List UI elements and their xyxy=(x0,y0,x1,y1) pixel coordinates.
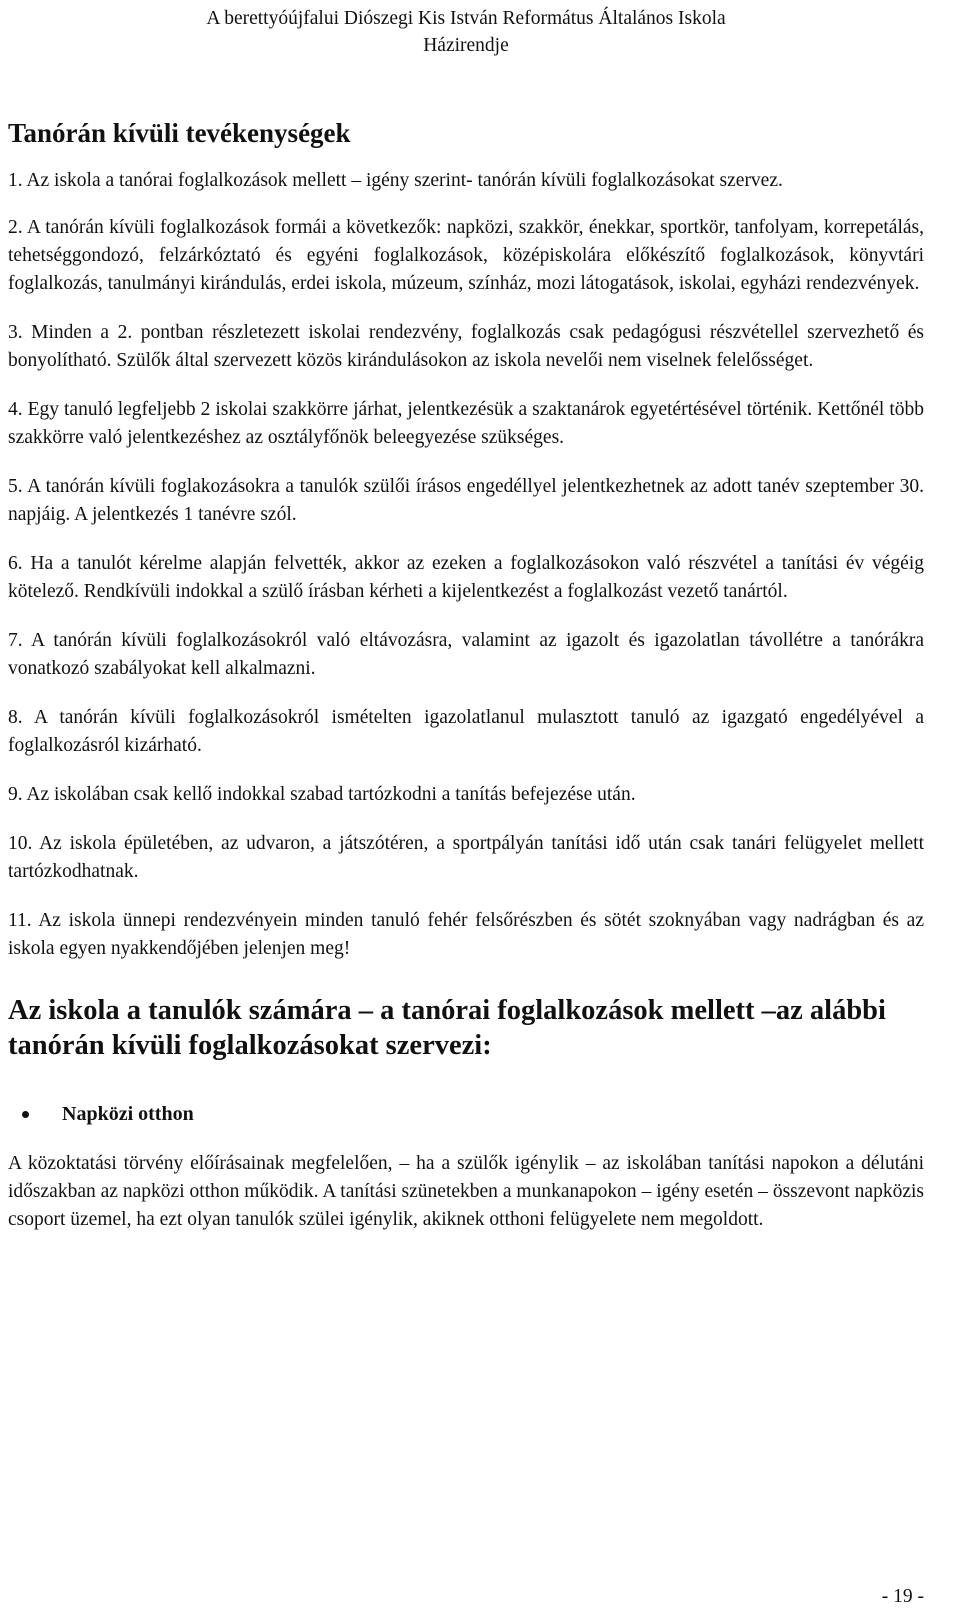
header-school-name: A berettyóújfalui Diószegi Kis István Református Általános Iskola xyxy=(206,8,726,29)
section-title: Tanórán kívüli tevékenységek xyxy=(8,118,351,148)
page-header xyxy=(8,0,924,59)
bullet-label: Napközi otthon xyxy=(62,1103,194,1125)
rule-item-3: 3. Minden a 2. pontban részletezett iskolai rendezvény, foglalkozás csak pedagógusi részvétellel szervezhető és bonyolítható. Szülők által szervezett közös kirándulásokon az iskola nevelői nem viselnek felelősséget. xyxy=(8,322,924,371)
rule-item-7: 7. A tanórán kívüli foglalkozásokról való eltávozásra, valamint az igazolt és igazolatlan távollétre a tanórákra vonatkozó szabályokat kell alkalmazni. xyxy=(8,630,924,679)
rule-item-9: 9. Az iskolában csak kellő indokkal szabad tartózkodni a tanítás befejezése után. xyxy=(8,784,636,805)
bullet-dot-icon xyxy=(22,1111,29,1118)
rule-item-2: 2. A tanórán kívüli foglalkozások formái a következők: napközi, szakkör, énekkar, sportkör, tanfolyam, korrepetálás, tehetséggondozó, felzárkóztató és egyéni foglalkozások, középiskolára előkészítő foglalkozások, könyvtári foglalkozás, tanulmányi kirándulás, erdei iskola, múzeum, színház, mozi látogatások, iskolai, egyházi rendezvények. xyxy=(8,217,924,294)
rule-item-8: 8. A tanórán kívüli foglalkozásokról ismételten igazolatlanul mulasztott tanuló az igazgató engedélyével a foglalkozásról kizárható. xyxy=(8,707,924,756)
header-document-title: Házirendje xyxy=(423,35,509,56)
page-number: - 19 - xyxy=(881,1586,924,1607)
rule-item-11: 11. Az iskola ünnepi rendezvényein minden tanuló fehér felsőrészben és sötét szoknyában vagy nadrágban és az iskola egyen nyakkendőjében jelenjen meg! xyxy=(8,910,924,959)
rule-item-10: 10. Az iskola épületében, az udvaron, a játszótéren, a sportpályán tanítási idő után csak tanári felügyelet mellett tartózkodhatnak. xyxy=(8,833,924,882)
activities-heading: Az iskola a tanulók számára – a tanórai foglalkozások mellett –az alábbi tanórán kívüli foglalkozásokat szervezi: xyxy=(8,995,886,1061)
napkozi-description: A közoktatási törvény előírásainak megfelelően, – ha a szülők igénylik – az iskolában tanítási napokon a délutáni időszakban az napközi otthon működik. A tanítási szünetekben a munkanapokon – igény esetén – összevont napközis csoport üzemel, ha ezt olyan tanulók szülei igénylik, akiknek otthoni felügyelete nem megoldott. xyxy=(8,1153,924,1230)
rule-item-1: 1. Az iskola a tanórai foglalkozások mellett – igény szerint- tanórán kívüli foglalkozásokat szervez. xyxy=(8,170,783,191)
document-page xyxy=(8,0,924,1617)
rule-item-5: 5. A tanórán kívüli foglakozásokra a tanulók szülői írásos engedéllyel jelentkezhetnek az adott tanév szeptember 30. napjáig. A jelentkezés 1 tanévre szól. xyxy=(8,476,924,525)
rule-item-6: 6. Ha a tanulót kérelme alapján felvették, akkor az ezeken a foglalkozásokon való részvétel a tanítási év végéig kötelező. Rendkívüli indokkal a szülő írásban kérheti a kijelentkezést a foglalkozást vezető tanártól. xyxy=(8,553,924,602)
rule-item-4: 4. Egy tanuló legfeljebb 2 iskolai szakkörre járhat, jelentkezésük a szaktanárok egyetértésével történik. Kettőnél több szakkörre való jelentkezéshez az osztályfőnök beleegyezése szükséges. xyxy=(8,399,924,448)
bullet-item-napkozi xyxy=(8,1100,924,1128)
